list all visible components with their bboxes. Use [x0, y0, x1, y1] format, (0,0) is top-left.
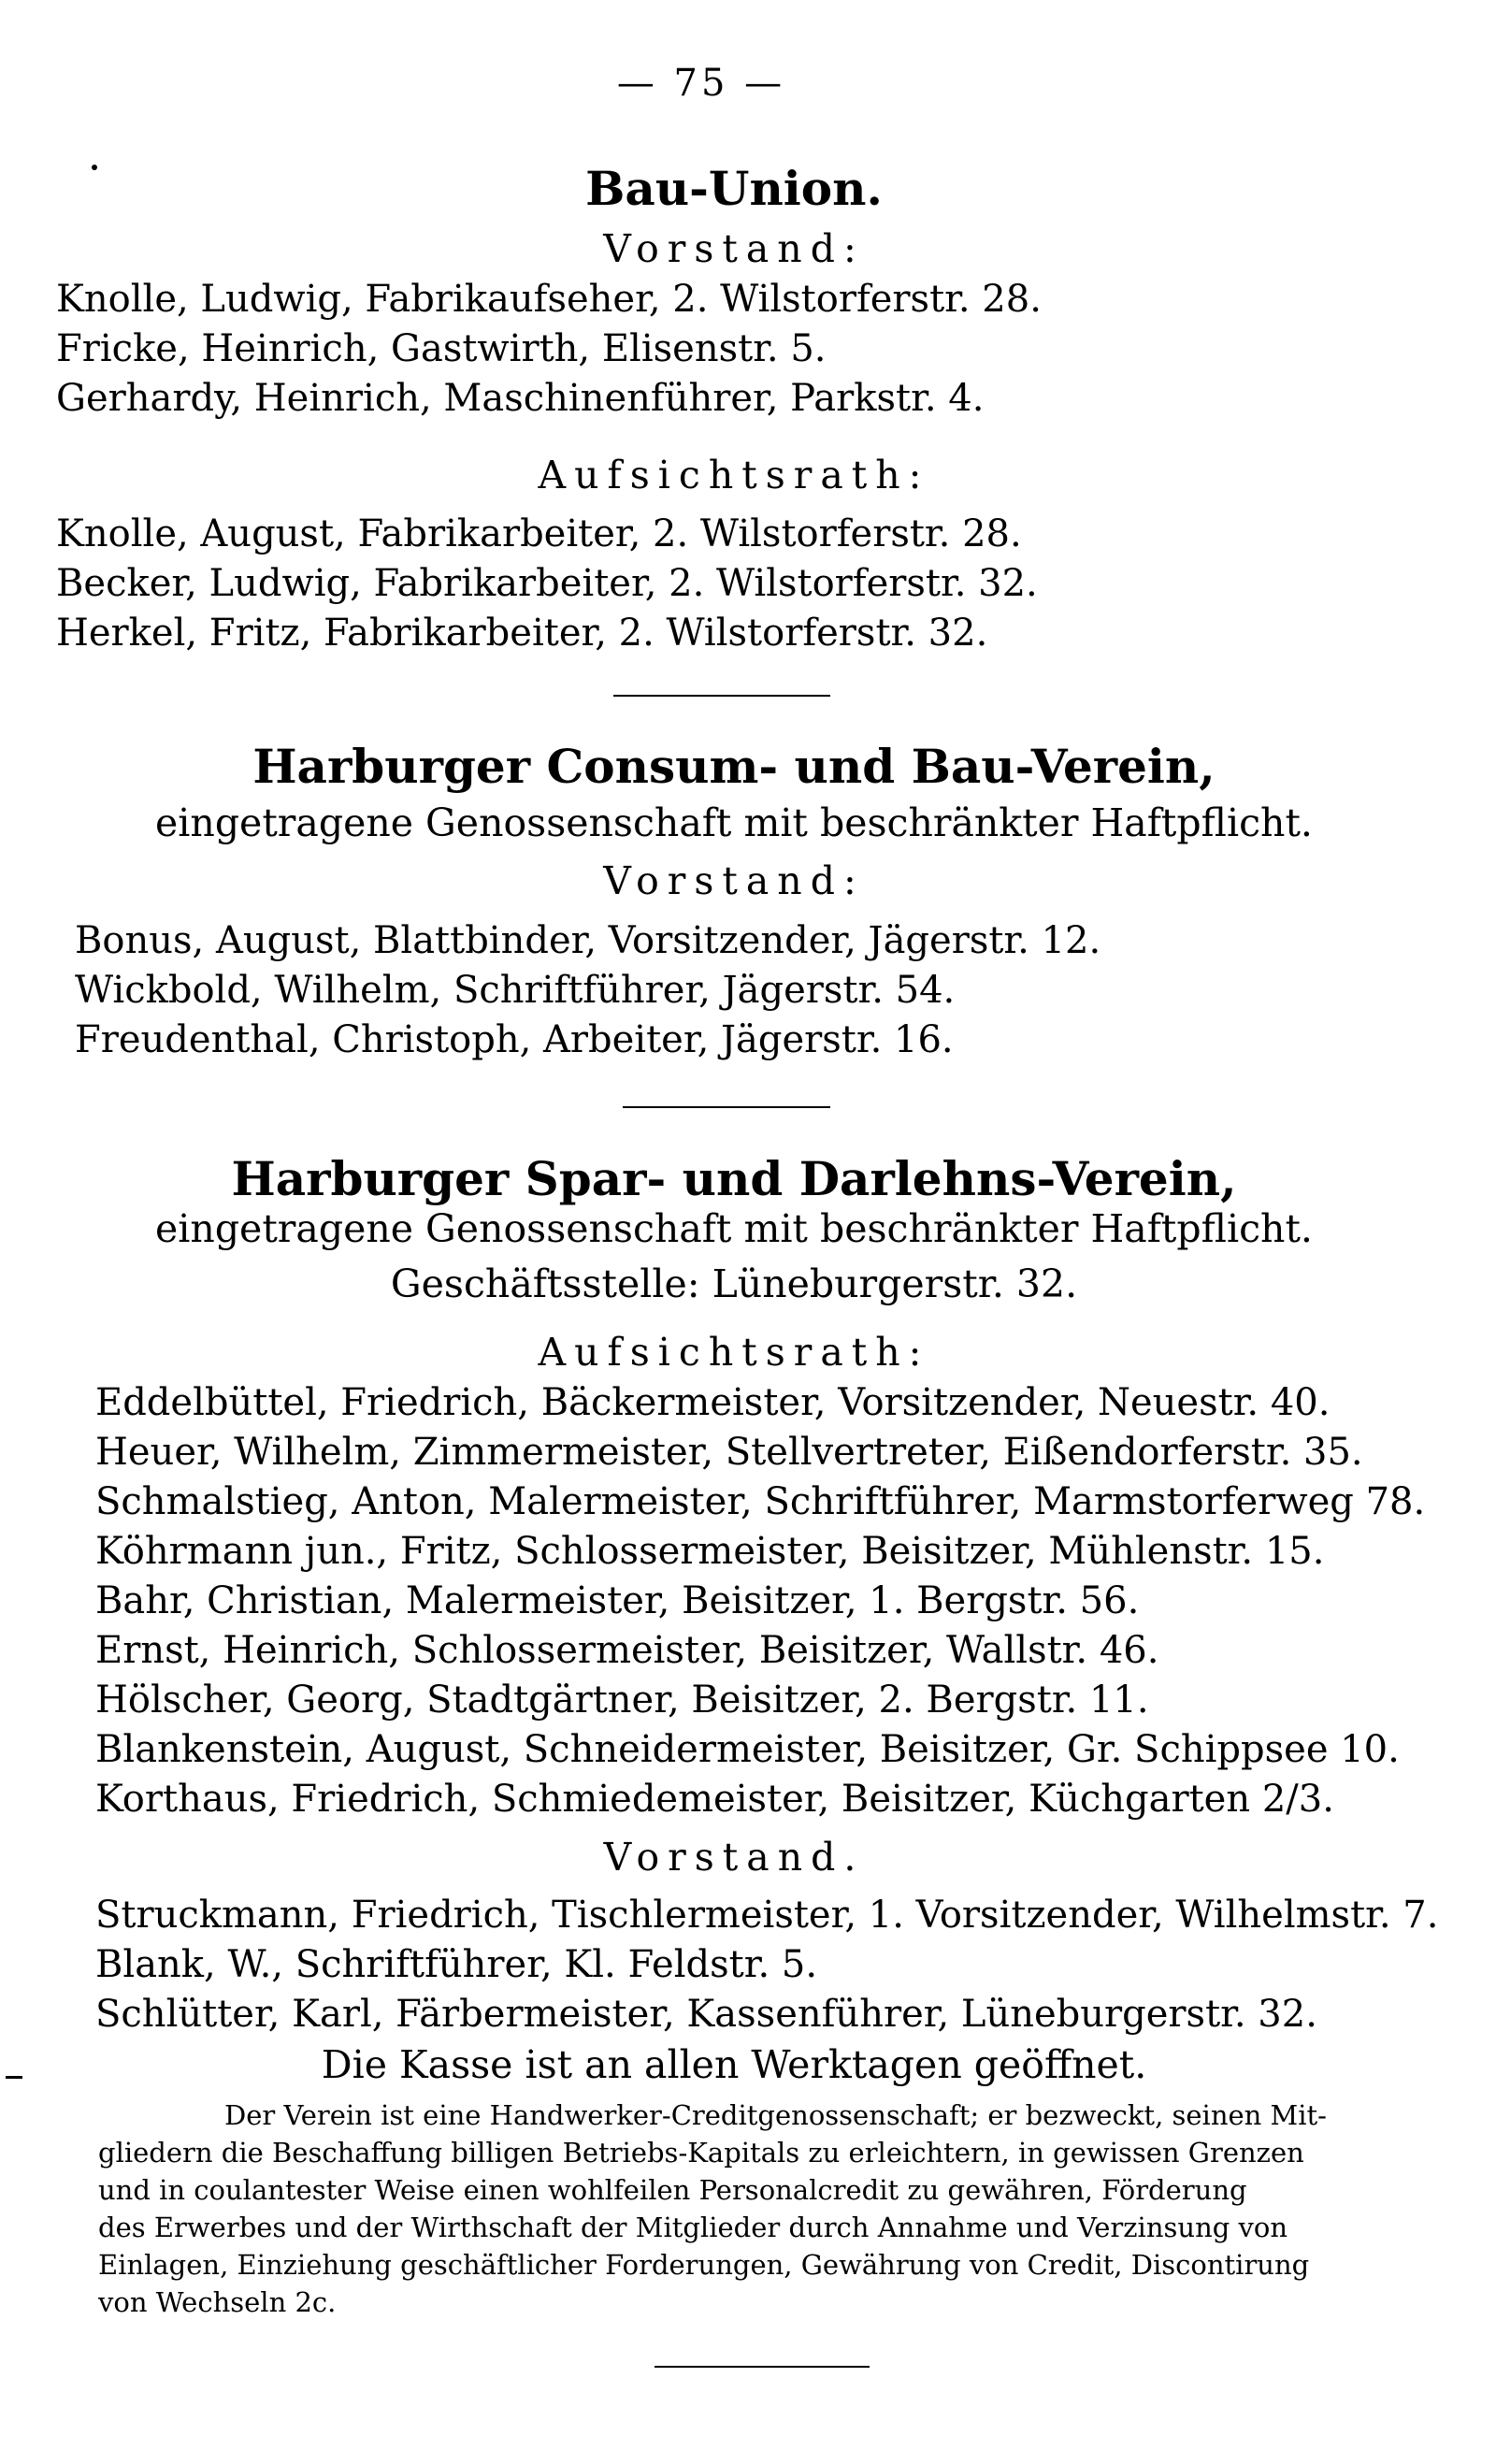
section-divider — [654, 2366, 870, 2368]
section-subtitle: eingetragene Genossenschaft mit beschränkter Haftpflicht. — [155, 1206, 1313, 1251]
heading-aufsichtsrath: Aufsichtsrath: — [538, 1330, 930, 1375]
note-line: des Erwerbes und der Wirthschaft der Mitglieder durch Annahme und Verzinsung von — [98, 2212, 1288, 2243]
member-line: Wickbold, Wilhelm, Schriftführer, Jägerstr. 54. — [75, 969, 956, 1012]
section-title-consum-verein: Harburger Consum- und Bau-Verein, — [252, 739, 1216, 794]
note-line: von Wechseln 2c. — [98, 2286, 337, 2318]
member-line: Knolle, Ludwig, Fabrikaufseher, 2. Wilstorferstr. 28. — [56, 278, 1042, 321]
member-line: Fricke, Heinrich, Gastwirth, Elisenstr. 5. — [56, 327, 827, 370]
member-line: Korthaus, Friedrich, Schmiedemeister, Beisitzer, Küchgarten 2/3. — [95, 1778, 1334, 1821]
section-subtitle: eingetragene Genossenschaft mit beschränkter Haftpflicht. — [155, 800, 1313, 845]
member-line: Schmalstieg, Anton, Malermeister, Schriftführer, Marmstorferweg 78. — [95, 1480, 1426, 1523]
member-line: Freudenthal, Christoph, Arbeiter, Jägerstr. 16. — [75, 1018, 954, 1061]
heading-aufsichtsrath: Aufsichtsrath: — [538, 453, 930, 497]
member-line: Knolle, August, Fabrikarbeiter, 2. Wilstorferstr. 28. — [56, 512, 1022, 555]
member-line: Heuer, Wilhelm, Zimmermeister, Stellvertreter, Eißendorferstr. 35. — [95, 1431, 1363, 1474]
member-line: Hölscher, Georg, Stadtgärtner, Beisitzer, 2. Bergstr. 11. — [95, 1679, 1149, 1722]
kasse-note: Die Kasse ist an allen Werktagen geöffnet. — [321, 2042, 1147, 2087]
member-line: Bonus, August, Blattbinder, Vorsitzender, Jägerstr. 12. — [75, 919, 1101, 962]
member-line: Blank, W., Schriftführer, Kl. Feldstr. 5. — [95, 1943, 818, 1986]
member-line: Bahr, Christian, Malermeister, Beisitzer, 1. Bergstr. 56. — [95, 1579, 1140, 1622]
member-line: Blankenstein, August, Schneidermeister, Beisitzer, Gr. Schippsee 10. — [95, 1728, 1400, 1771]
member-line: Gerhardy, Heinrich, Maschinenführer, Parkstr. 4. — [56, 377, 985, 420]
note-line: gliedern die Beschaffung billigen Betriebs-Kapitals zu erleichtern, in gewissen Grenzen — [98, 2137, 1304, 2169]
section-divider — [623, 1106, 830, 1108]
heading-vorstand: Vorstand. — [603, 1835, 865, 1880]
office-address: Geschäftsstelle: Lüneburgerstr. 32. — [390, 1261, 1078, 1306]
note-line: Der Verein ist eine Handwerker-Creditgenossenschaft; er bezweckt, seinen Mit- — [224, 2099, 1327, 2131]
page-number: — 75 — — [616, 62, 786, 105]
heading-vorstand: Vorstand: — [603, 858, 865, 903]
note-line: Einlagen, Einziehung geschäftlicher Forderungen, Gewährung von Credit, Discontirung — [98, 2249, 1310, 2281]
section-title-bau-union: Bau-Union. — [585, 161, 883, 216]
member-line: Eddelbüttel, Friedrich, Bäckermeister, Vorsitzender, Neuestr. 40. — [95, 1381, 1331, 1424]
section-divider — [613, 695, 830, 697]
member-line: Herkel, Fritz, Fabrikarbeiter, 2. Wilstorferstr. 32. — [56, 612, 988, 655]
heading-vorstand: Vorstand: — [603, 226, 865, 271]
member-line: Köhrmann jun., Fritz, Schlossermeister, Beisitzer, Mühlenstr. 15. — [95, 1530, 1325, 1573]
member-line: Struckmann, Friedrich, Tischlermeister, 1. Vorsitzender, Wilhelmstr. 7. — [95, 1894, 1439, 1937]
member-line: Schlütter, Karl, Färbermeister, Kassenführer, Lüneburgerstr. 32. — [95, 1993, 1317, 2036]
note-line: und in coulantester Weise einen wohlfeilen Personalcredit zu gewähren, Förderung — [98, 2174, 1247, 2206]
section-title-spar-verein: Harburger Spar- und Darlehns-Verein, — [231, 1151, 1237, 1206]
member-line: Becker, Ludwig, Fabrikarbeiter, 2. Wilstorferstr. 32. — [56, 562, 1038, 605]
member-line: Ernst, Heinrich, Schlossermeister, Beisitzer, Wallstr. 46. — [95, 1629, 1159, 1672]
